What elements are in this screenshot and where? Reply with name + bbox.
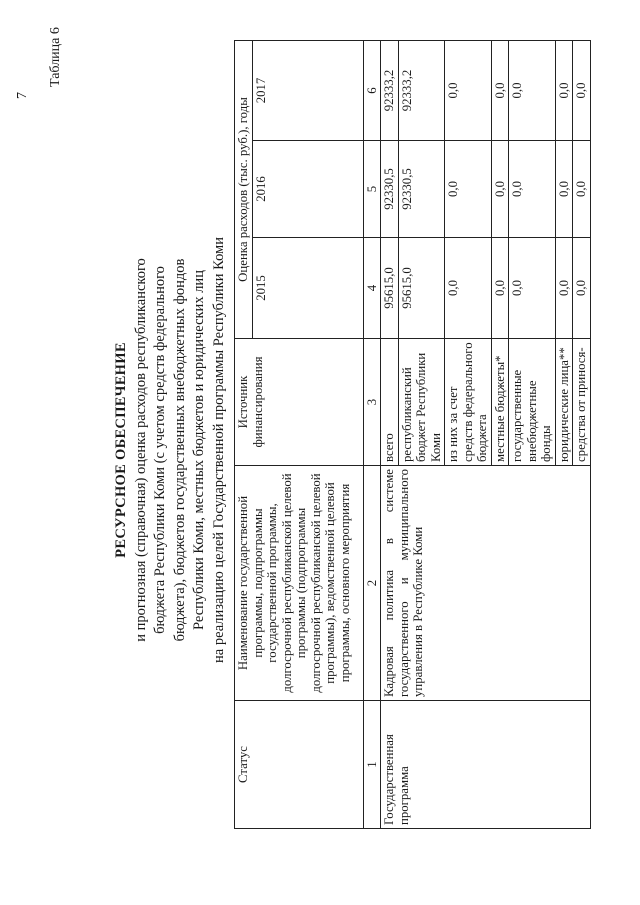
value-cell: 0,0 bbox=[491, 238, 509, 339]
page-number: 7 bbox=[15, 92, 30, 99]
source-cell: государственные внебюджетные фонды bbox=[509, 339, 556, 466]
value-cell: 0,0 bbox=[573, 40, 591, 140]
value-cell: 0,0 bbox=[509, 40, 556, 140]
value-cell: 0,0 bbox=[573, 238, 591, 339]
column-number: 3 bbox=[363, 339, 381, 466]
value-cell: 0,0 bbox=[509, 238, 556, 339]
column-number: 2 bbox=[363, 466, 381, 701]
source-cell: всего bbox=[381, 339, 399, 466]
value-cell: 95615,0 bbox=[398, 238, 445, 339]
document-title: РЕСУРСНОЕ ОБЕСПЕЧЕНИЕ bbox=[113, 342, 129, 558]
column-number-row bbox=[363, 40, 381, 828]
title-line-2: бюджета Республики Коми (с учетом средств федерального bbox=[152, 266, 168, 634]
value-cell: 92330,5 bbox=[381, 141, 399, 238]
table-label: Таблица 6 bbox=[48, 27, 63, 87]
header-year-2017: 2017 bbox=[252, 40, 363, 140]
value-cell: 0,0 bbox=[509, 141, 556, 238]
title-line-5: на реализацию целей Государственной программы Республики Коми bbox=[210, 237, 227, 663]
title-line-1: и прогнозная (справочная) оценка расходов республиканского bbox=[132, 258, 149, 642]
value-cell: 92330,5 bbox=[398, 141, 445, 238]
program-name-cell: Кадровая политика в системе государственного и муниципального управления в Республике Коми bbox=[381, 466, 591, 701]
header-year-2015: 2015 bbox=[252, 238, 363, 339]
program-status-cell: Государственная программа bbox=[381, 701, 591, 829]
title-line-3: бюджета), бюджетов государственных внебюджетных фондов bbox=[171, 258, 188, 642]
value-cell: 0,0 bbox=[445, 141, 492, 238]
title-line-4: Республики Коми, местных бюджетов и юридических лиц bbox=[191, 270, 207, 630]
value-cell: 0,0 bbox=[573, 141, 591, 238]
resource-table bbox=[234, 40, 591, 829]
source-cell: республиканский бюджет Республики Коми bbox=[398, 339, 445, 466]
table-row bbox=[381, 40, 399, 828]
value-cell: 0,0 bbox=[445, 238, 492, 339]
header-estimate: Оценка расходов (тыс. руб.), годы bbox=[235, 40, 253, 338]
value-cell: 0,0 bbox=[555, 238, 573, 339]
value-cell: 0,0 bbox=[445, 40, 492, 140]
source-cell: из них за счет средств федерального бюджета bbox=[445, 339, 492, 466]
header-status: Статус bbox=[235, 701, 364, 829]
column-number: 4 bbox=[363, 238, 381, 339]
column-number: 1 bbox=[363, 701, 381, 829]
table-header-row bbox=[235, 40, 253, 828]
value-cell: 0,0 bbox=[491, 141, 509, 238]
value-cell: 0,0 bbox=[555, 141, 573, 238]
source-cell: местные бюджеты* bbox=[491, 339, 509, 466]
column-number: 5 bbox=[363, 141, 381, 238]
column-number: 6 bbox=[363, 40, 381, 140]
source-cell: юридические лица** bbox=[555, 339, 573, 466]
value-cell: 92333,2 bbox=[398, 40, 445, 140]
header-source: Источник финансирования bbox=[235, 339, 364, 466]
value-cell: 92333,2 bbox=[381, 40, 399, 140]
value-cell: 0,0 bbox=[555, 40, 573, 140]
title-block bbox=[112, 115, 229, 785]
header-name: Наименование государственной программы, подпрограммы государственной программы, долгосрочной республиканской целевой программы (подпрограммы долгосрочной республиканской целевой программы), ведомственной целевой программы, основного мероприятия bbox=[235, 466, 364, 701]
value-cell: 0,0 bbox=[491, 40, 509, 140]
source-cell: средства от принося- bbox=[573, 339, 591, 466]
header-year-2016: 2016 bbox=[252, 141, 363, 238]
value-cell: 95615,0 bbox=[381, 238, 399, 339]
